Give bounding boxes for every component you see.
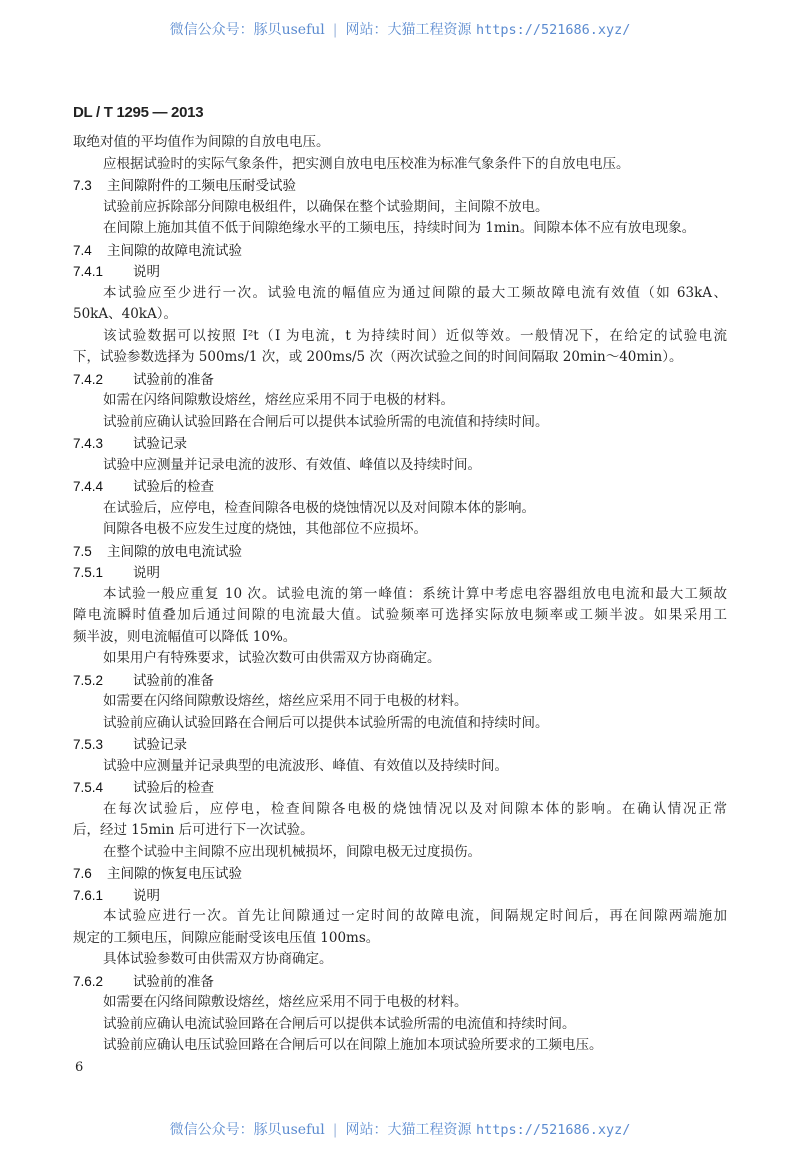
paragraph-continuation: 50kA、40kA）。	[73, 306, 177, 322]
document-body	[73, 132, 727, 1057]
paragraph-line: 具体试验参数可由供需双方协商确定。	[103, 951, 333, 967]
watermark-url[interactable]: https://521686.xyz/	[475, 22, 631, 38]
section-title: 试验前的准备	[133, 371, 214, 388]
section-number: 7.6	[73, 866, 92, 881]
section-number: 7.5.3	[73, 737, 104, 752]
watermark-separator: |	[332, 22, 338, 38]
section-title: 试验后的检查	[133, 479, 214, 495]
section-title: 试验记录	[133, 737, 187, 753]
subsection-heading	[73, 369, 727, 391]
section-number: 7.4.2	[73, 371, 104, 387]
section-heading	[73, 175, 727, 197]
watermark-wechat: 微信公众号：豚贝useful	[169, 22, 325, 38]
paragraph-continuation: 频半波，则电流幅值可以降低 10%。	[73, 628, 297, 645]
paragraph-continuation: 障电流瞬时值叠加后通过间隙的电流最大值。试验频率可选择实际放电频率或工频半波。如果采用工	[73, 607, 727, 623]
paragraph-continuation: 后，经过 15min 后可进行下一次试验。	[73, 822, 314, 838]
watermark-site: 网站：大猫工程资源	[345, 1122, 472, 1138]
subsection-heading	[73, 562, 727, 584]
section-title: 主间隙的故障电流试验	[107, 242, 242, 259]
subsection-heading	[73, 261, 727, 283]
section-number: 7.4	[73, 242, 92, 258]
paragraph-line: 应根据试验时的实际气象条件，把实测自放电电压校准为标准气象条件下的自放电电压。	[103, 155, 630, 172]
paragraph-line: 如果用户有特殊要求，试验次数可由供需双方协商确定。	[103, 650, 441, 666]
paragraph-line: 如需在闪络间隙敷设熔丝，熔丝应采用不同于电极的材料。	[103, 392, 454, 408]
section-title: 说明	[133, 887, 160, 904]
watermark-top	[0, 19, 800, 39]
section-title: 说明	[133, 565, 160, 581]
paragraph-line: 本试验应至少进行一次。试验电流的幅值应为通过间隙的最大工频故障电流有效值（如 63kA、	[103, 284, 727, 301]
subsection-heading	[73, 476, 727, 498]
section-number: 7.3	[73, 178, 92, 193]
paragraph-line: 试验前应确认试验回路在合闸后可以提供本试验所需的电流值和持续时间。	[103, 714, 549, 731]
subsection-heading	[73, 734, 727, 756]
section-number: 7.6.1	[73, 887, 104, 903]
paragraph-line: 本试验一般应重复 10 次。试验电流的第一峰值：系统计算中考虑电容器组放电电流和最大工频故	[103, 585, 727, 602]
section-number: 7.4.3	[73, 436, 104, 451]
section-title: 试验前的准备	[133, 973, 214, 990]
paragraph-line: 在每次试验后，应停电，检查间隙各电极的烧蚀情况以及对间隙本体的影响。在确认情况正常	[103, 800, 727, 817]
section-title: 试验后的检查	[133, 780, 214, 796]
paragraph-line: 试验中应测量并记录电流的波形、有效值、峰值以及持续时间。	[103, 456, 481, 473]
watermark-site: 网站：大猫工程资源	[345, 22, 472, 38]
section-number: 7.4.4	[73, 479, 104, 494]
subsection-heading	[73, 885, 727, 907]
paragraph-line: 试验中应测量并记录典型的电流波形、峰值、有效值以及持续时间。	[103, 757, 508, 774]
watermark-separator: |	[332, 1122, 338, 1138]
paragraph-line: 试验前应拆除部分间隙电极组件，以确保在整个试验期间，主间隙不放电。	[103, 198, 549, 215]
paragraph-continuation: 规定的工频电压，间隙应能耐受该电压值 100ms。	[73, 929, 380, 946]
paragraph-continuation: 取绝对值的平均值作为间隙的自放电电压。	[73, 134, 330, 150]
paragraph-line: 在间隙上施加其值不低于间隙绝缘水平的工频电压，持续时间为 1min。间隙本体不应有放电现象。	[103, 220, 696, 236]
subsection-heading	[73, 971, 727, 993]
section-heading	[73, 541, 727, 563]
section-title: 试验前的准备	[133, 672, 214, 689]
subsection-heading	[73, 777, 727, 799]
section-number: 7.5.2	[73, 672, 104, 688]
subsection-heading	[73, 670, 727, 692]
section-title: 主间隙的放电电流试验	[107, 543, 242, 560]
section-number: 7.5.1	[73, 565, 104, 580]
paragraph-line: 如需要在闪络间隙敷设熔丝，熔丝应采用不同于电极的材料。	[103, 994, 468, 1010]
section-heading	[73, 863, 727, 885]
paragraph-line: 试验前应确认试验回路在合闸后可以提供本试验所需的电流值和持续时间。	[103, 413, 549, 430]
paragraph-line: 试验前应确认电流试验回路在合闸后可以提供本试验所需的电流值和持续时间。	[103, 1015, 576, 1032]
section-title: 试验记录	[133, 436, 187, 452]
section-title: 主间隙的恢复电压试验	[107, 866, 242, 882]
section-number: 7.5.4	[73, 780, 104, 795]
paragraph-line: 在试验后，应停电，检查间隙各电极的烧蚀情况以及对间隙本体的影响。	[103, 499, 535, 516]
section-number: 7.6.2	[73, 973, 104, 989]
watermark-bottom	[0, 1119, 800, 1139]
paragraph-line: 试验前应确认电压试验回路在合闸后可以在间隙上施加本项试验所要求的工频电压。	[103, 1037, 603, 1053]
section-number: 7.5	[73, 543, 92, 559]
section-heading	[73, 240, 727, 262]
paragraph-line: 间隙各电极不应发生过度的烧蚀，其他部位不应损坏。	[103, 521, 427, 537]
section-title: 主间隙附件的工频电压耐受试验	[107, 178, 296, 194]
document-id: DL / T 1295 — 2013	[73, 104, 204, 121]
paragraph-continuation: 下，试验参数选择为 500ms/1 次，或 200ms/5 次（两次试验之间的时间间隔取 20min～40min）。	[73, 349, 683, 365]
section-number: 7.4.1	[73, 264, 104, 279]
paragraph-line: 本试验应进行一次。首先让间隙通过一定时间的故障电流，间隔规定时间后，再在间隙两端施加	[103, 908, 727, 924]
page-number: 6	[75, 1060, 84, 1075]
section-title: 说明	[133, 264, 160, 280]
subsection-heading	[73, 433, 727, 455]
paragraph-line: 如需要在闪络间隙敷设熔丝，熔丝应采用不同于电极的材料。	[103, 693, 468, 709]
paragraph-line: 在整个试验中主间隙不应出现机械损坏，间隙电极无过度损伤。	[103, 843, 481, 860]
watermark-url[interactable]: https://521686.xyz/	[475, 1122, 631, 1138]
watermark-wechat: 微信公众号：豚贝useful	[169, 1122, 325, 1138]
paragraph-line: 该试验数据可以按照 I²t（I 为电流，t 为持续时间）近似等效。一般情况下，在给定的试验电流	[103, 327, 727, 344]
